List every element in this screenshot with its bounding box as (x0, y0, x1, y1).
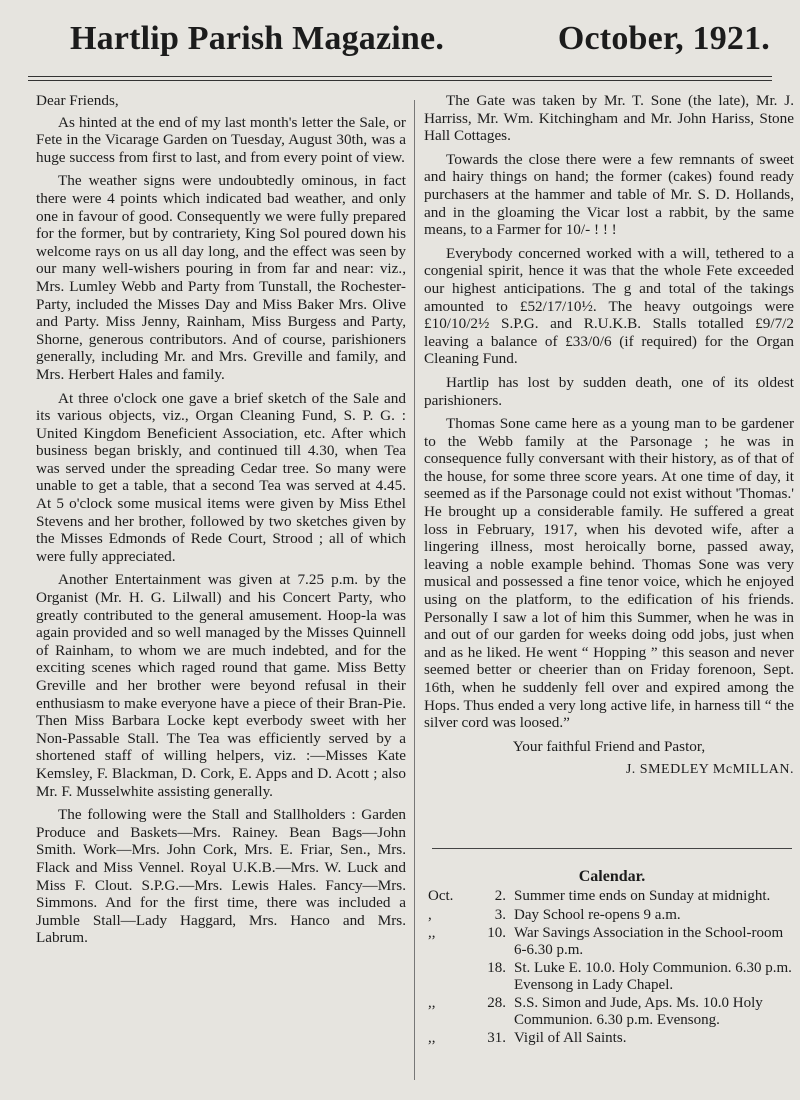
letter-left-column (36, 92, 406, 953)
letter-right-column (424, 92, 794, 779)
salutation: Dear Friends, (36, 92, 119, 109)
calendar-text: Vigil of All Saints. (514, 1030, 627, 1046)
calendar-entry (428, 925, 792, 958)
calendar-month: Oct. (428, 888, 454, 904)
calendar-day: 10. (487, 925, 506, 941)
calendar-text: St. Luke E. 10.0. Holy Communion. 6.30 p.m. Evensong in Lady Chapel. (514, 960, 792, 993)
magazine-title: Hartlip Parish Magazine. (70, 20, 445, 57)
calendar-month: , (428, 906, 432, 923)
letter-paragraph: The following were the Stall and Stallholders : Garden Produce and Baskets—Mrs. Rainey. Bean Bags—John Smith. Work—Mrs. John Cork, Mrs. E. Friar, Sen., Mrs. Flack and Miss Vennel. Royal U.K.B.—Mrs. W. Luck and Miss F. Clout. S.P.G.—Mrs. Lewis Hales. Fancy—Mrs. Simmons. And for the first time, there was included a Jumble Stall—Lady Haggard, Mrs. Hanco and Mrs. Labrum. (36, 806, 406, 947)
column-divider (414, 100, 415, 1080)
masthead (70, 20, 770, 70)
signature: J. SMEDLEY McMILLAN. (625, 762, 794, 778)
calendar-month: ,, (428, 995, 436, 1011)
calendar-month (428, 960, 470, 993)
calendar-entry (428, 907, 792, 924)
calendar-text: Day School re-opens 9 a.m. (514, 906, 681, 923)
letter-paragraph: Thomas Sone came here as a young man to be gardener to the Webb family at the Parsonage ; he was in consequence fully conversant with their history, as of that of the house, for some three score years. At one time of day, it seemed as if the Parsonage could not exist without 'Thomas.' He brought up a considerable family. He suffered a great loss in February, 1917, when his devoted wife, after a lingering illness, most heroically borne, passed away, leaving a noble example behind. Thomas Sone was very musical and possessed a fine tenor voice, which he enjoyed using on the platform, to the edification of his friends. Personally I saw a lot of him this Summer, when he was in and out of our garden for weeks doing odd jobs, just when and as he liked. He went “ Hopping ” this season and never seemed better or cheerier than on Friday forenoon, Sept. 16th, when he suddenly fell over and expired among the Hops. Thus ended a very long active life, in harness till “ the silver cord was loosed.” (424, 415, 794, 732)
masthead-rule-bottom (28, 80, 772, 81)
letter-paragraph: Towards the close there were a few remnants of sweet and hairy things on hand; the former (cakes) found ready purchasers at the hammer and table of Mr. S. D. Hollands, and in the gloaming the Vicar lost a rabbit, by the same means, to a Farmer for 10/- ! ! ! (424, 150, 794, 239)
issue-date: October, 1921. (557, 20, 770, 57)
calendar-entry (428, 995, 792, 1028)
calendar-month: ,, (428, 925, 436, 941)
calendar-day: 2. (494, 888, 506, 904)
calendar-entry (428, 888, 792, 905)
calendar-title: Calendar. (578, 868, 646, 885)
calendar-entry (428, 1030, 792, 1047)
calendar-day: 31. (487, 1030, 506, 1046)
letter-paragraph: Another Entertainment was given at 7.25 p.m. by the Organist (Mr. H. G. Lilwall) and his Concert Party, who greatly contributed to the general amusement. Hoop-la was again provided and so well managed by the Misses Quinnell of Rainham, to whom we are much indebted, and for the exciting scenes which raged round that game. Miss Betty Greville and her brother were beyond refusal in their enthusiasm to make everyone have a piece of their Bran-Pie. Then Miss Barbara Locke kept everbody sweet with her Non-Passable Stall. The Tea was efficiently served by a shortened staff of willing helpers, viz. :—Misses Kate Kemsley, F. Blackman, D. Cork, E. Apps and D. Acott ; also Mr. F. Musselwhite assisting generally. (36, 571, 406, 800)
calendar-text: War Savings Association in the School-room 6-6.30 p.m. (514, 925, 784, 958)
letter-paragraph: Hartlip has lost by sudden death, one of its oldest parishioners. (424, 373, 794, 409)
letter-paragraph: The weather signs were undoubtedly ominous, in fact there were 4 points which indicated bad weather, and only one in favour of good. Consequently we were fully prepared for the former, but by contrariety, King Sol poured down his welcome rays on us all day long, and the effect was seen by our many well-wishers pouring in from far and near: viz., Mrs. Lumley Webb and Party from Tunstall, the Rochester-Party, included the Misses Day and Miss Baker Mrs. Olive and Party. Miss Jenny, Rainham, Miss Burgess and Party, Shorne, generous contributors. And of course, parishioners generally, including Mr. and Mrs. Greville and family, and Mrs. Herbert Hales and family. (36, 172, 406, 383)
calendar-text: Summer time ends on Sunday at midnight. (514, 888, 771, 904)
calendar-day: 28. (487, 995, 506, 1011)
signoff: Your faithful Friend and Pastor, (512, 737, 706, 755)
calendar-text: S.S. Simon and Jude, Aps. Ms. 10.0 Holy Communion. 6.30 p.m. Evensong. (514, 995, 763, 1028)
masthead-rule-top (28, 76, 772, 77)
letter-paragraph: The Gate was taken by Mr. T. Sone (the late), Mr. J. Harriss, Mr. Wm. Kitchingham and Mr. John Hariss, Stone Hall Cottages. (424, 92, 794, 145)
calendar-rule (432, 848, 792, 849)
letter-paragraph: Everybody concerned worked with a will, tethered to a congenial spirit, hence it was that the whole Fete exceeded our highest anticipations. The g and total of the takings amounted to £52/17/10½. The heavy outgoings were £10/10/2½ S.P.G. and R.U.K.B. Stalls totalled £9/7/2 leaving a balance of £33/0/6 (if required) for the Organ Cleaning Fund. (424, 244, 794, 368)
calendar-day: 18. (487, 960, 506, 976)
calendar-day: 3. (494, 906, 506, 923)
letter-paragraph: At three o'clock one gave a brief sketch of the Sale and its various objects, viz., Organ Cleaning Fund, S. P. G. : United Kingdom Beneficient Association, etc. After which business began briskly, and continued till 4.30, when Tea was served under the spreading Cedar tree. So many were unable to get a table, that a second Tea was served at 4.45. At 5 o'clock some musical items were given by Miss Ethel Stevens and her brother, followed by two sketches given by the Misses Edmonds of Rede Court, Strood ; all of which were fully appreciated. (36, 389, 406, 565)
calendar-month: ,, (428, 1030, 436, 1046)
calendar-list (428, 888, 792, 1049)
letter-paragraph: As hinted at the end of my last month's letter the Sale, or Fete in the Vicarage Garden on Tuesday, August 30th, was a huge success from first to last, and from every point of view. (36, 113, 406, 166)
calendar-entry (428, 960, 792, 993)
